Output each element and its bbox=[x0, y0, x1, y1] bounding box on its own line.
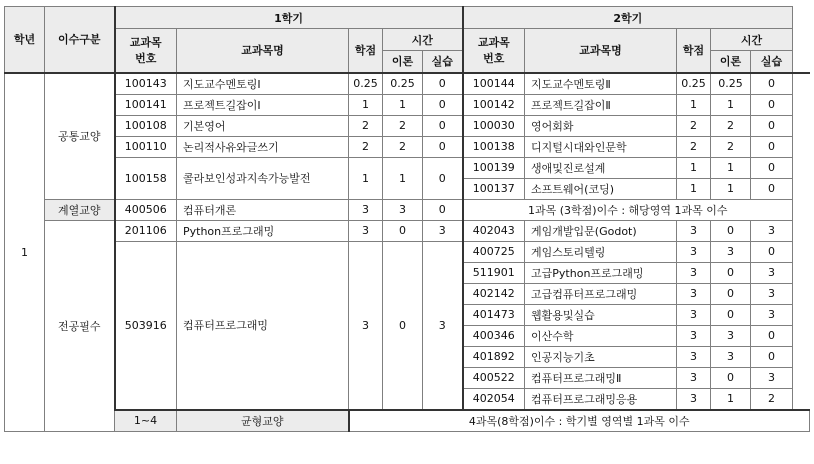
course-credit: 2 bbox=[677, 136, 711, 157]
course-code: 100143 bbox=[115, 73, 177, 95]
course-practice: 0 bbox=[423, 199, 463, 220]
course-code: 402054 bbox=[463, 388, 525, 410]
course-name: 지도교수멘토링Ⅱ bbox=[525, 73, 677, 95]
course-code: 503916 bbox=[115, 241, 177, 410]
course-code: 100110 bbox=[115, 136, 177, 157]
header-credit: 학점 bbox=[349, 29, 383, 73]
course-theory: 1 bbox=[711, 178, 751, 199]
course-practice: 0 bbox=[751, 178, 793, 199]
course-credit: 1 bbox=[349, 94, 383, 115]
course-code: 401892 bbox=[463, 346, 525, 367]
course-theory: 0 bbox=[711, 367, 751, 388]
header-code: 교과목 번호 bbox=[463, 29, 525, 73]
course-theory: 0 bbox=[711, 220, 751, 241]
course-name: 고급컴퓨터프로그래밍 bbox=[525, 283, 677, 304]
course-code: 400506 bbox=[115, 199, 177, 220]
course-theory: 3 bbox=[383, 199, 423, 220]
course-name: Python프로그래밍 bbox=[177, 220, 349, 241]
course-credit: 3 bbox=[677, 346, 711, 367]
course-name: 프로젝트길잡이Ⅱ bbox=[525, 94, 677, 115]
category-common: 공통교양 bbox=[45, 73, 115, 200]
header-practice: 실습 bbox=[751, 51, 793, 73]
header-grade: 학년 bbox=[5, 7, 45, 73]
course-practice: 3 bbox=[751, 304, 793, 325]
course-theory: 2 bbox=[383, 136, 423, 157]
course-credit: 0.25 bbox=[349, 73, 383, 95]
course-theory: 1 bbox=[711, 94, 751, 115]
course-name: 디지털시대와인문학 bbox=[525, 136, 677, 157]
course-name: 프로젝트길잡이Ⅰ bbox=[177, 94, 349, 115]
course-theory: 0 bbox=[711, 304, 751, 325]
course-practice: 0 bbox=[751, 94, 793, 115]
course-name: 컴퓨터프로그래밍응용 bbox=[525, 388, 677, 410]
course-practice: 0 bbox=[751, 241, 793, 262]
course-code: 100141 bbox=[115, 94, 177, 115]
course-theory: 2 bbox=[383, 115, 423, 136]
course-practice: 0 bbox=[751, 73, 793, 95]
header-theory: 이론 bbox=[711, 51, 751, 73]
category-major: 전공필수 bbox=[45, 220, 115, 431]
course-theory: 1 bbox=[711, 157, 751, 178]
course-name: 컴퓨터개론 bbox=[177, 199, 349, 220]
course-practice: 3 bbox=[751, 367, 793, 388]
course-practice: 0 bbox=[751, 346, 793, 367]
course-practice: 0 bbox=[423, 157, 463, 199]
course-name: 컴퓨터프로그래밍 bbox=[177, 241, 349, 410]
course-practice: 0 bbox=[423, 94, 463, 115]
course-theory: 2 bbox=[711, 115, 751, 136]
header-hours: 시간 bbox=[383, 29, 463, 51]
course-practice: 0 bbox=[751, 115, 793, 136]
course-name: 영어회화 bbox=[525, 115, 677, 136]
course-name: 게임개발입문(Godot) bbox=[525, 220, 677, 241]
course-credit: 3 bbox=[677, 367, 711, 388]
balanced-note: 4과목(8학점)이수 : 학기별 영역별 1과목 이수 bbox=[349, 410, 810, 432]
course-practice: 3 bbox=[423, 220, 463, 241]
course-credit: 3 bbox=[677, 325, 711, 346]
course-name: 소프트웨어(코딩) bbox=[525, 178, 677, 199]
header-hours: 시간 bbox=[711, 29, 793, 51]
course-credit: 1 bbox=[677, 178, 711, 199]
course-code: 100108 bbox=[115, 115, 177, 136]
course-code: 401473 bbox=[463, 304, 525, 325]
course-name: 기본영어 bbox=[177, 115, 349, 136]
course-theory: 3 bbox=[711, 346, 751, 367]
header-credit: 학점 bbox=[677, 29, 711, 73]
course-code: 400725 bbox=[463, 241, 525, 262]
course-credit: 3 bbox=[677, 262, 711, 283]
grade-cell: 1 bbox=[5, 73, 45, 432]
course-practice: 0 bbox=[751, 157, 793, 178]
course-credit: 1 bbox=[349, 157, 383, 199]
course-credit: 3 bbox=[677, 220, 711, 241]
curriculum-table bbox=[4, 6, 810, 432]
course-name: 지도교수멘토링Ⅰ bbox=[177, 73, 349, 95]
course-theory: 0 bbox=[383, 241, 423, 410]
category-affiliated: 계열교양 bbox=[45, 199, 115, 220]
course-practice: 3 bbox=[751, 262, 793, 283]
course-theory: 0.25 bbox=[383, 73, 423, 95]
course-name: 생애및진로설계 bbox=[525, 157, 677, 178]
course-theory: 1 bbox=[383, 94, 423, 115]
course-theory: 3 bbox=[711, 325, 751, 346]
course-code: 402043 bbox=[463, 220, 525, 241]
course-credit: 1 bbox=[677, 94, 711, 115]
course-name: 웹활용및실습 bbox=[525, 304, 677, 325]
header-course-name: 교과목명 bbox=[177, 29, 349, 73]
course-practice: 0 bbox=[751, 136, 793, 157]
course-practice: 3 bbox=[751, 283, 793, 304]
footer-grade: 1~4 bbox=[115, 410, 177, 432]
header-semester-2: 2학기 bbox=[463, 7, 793, 29]
course-practice: 2 bbox=[751, 388, 793, 410]
course-name: 인공지능기초 bbox=[525, 346, 677, 367]
course-theory: 0 bbox=[383, 220, 423, 241]
course-credit: 3 bbox=[349, 241, 383, 410]
header-code: 교과목 번호 bbox=[115, 29, 177, 73]
course-name: 콜라보인성과지속가능발전 bbox=[177, 157, 349, 199]
course-credit: 3 bbox=[677, 241, 711, 262]
course-theory: 1 bbox=[711, 388, 751, 410]
course-code: 100137 bbox=[463, 178, 525, 199]
course-credit: 3 bbox=[349, 220, 383, 241]
course-code: 100139 bbox=[463, 157, 525, 178]
course-credit: 3 bbox=[677, 304, 711, 325]
course-practice: 0 bbox=[423, 73, 463, 95]
course-code: 100158 bbox=[115, 157, 177, 199]
course-theory: 0 bbox=[711, 262, 751, 283]
course-code: 402142 bbox=[463, 283, 525, 304]
header-type: 이수구분 bbox=[45, 7, 115, 73]
course-credit: 3 bbox=[349, 199, 383, 220]
course-theory: 0 bbox=[711, 283, 751, 304]
course-credit: 2 bbox=[349, 115, 383, 136]
course-theory: 2 bbox=[711, 136, 751, 157]
course-name: 고급Python프로그래밍 bbox=[525, 262, 677, 283]
course-credit: 3 bbox=[677, 283, 711, 304]
category-balanced: 균형교양 bbox=[177, 410, 349, 432]
course-code: 100142 bbox=[463, 94, 525, 115]
course-practice: 3 bbox=[751, 220, 793, 241]
course-code: 100030 bbox=[463, 115, 525, 136]
course-credit: 1 bbox=[677, 157, 711, 178]
header-theory: 이론 bbox=[383, 51, 423, 73]
course-practice: 0 bbox=[423, 136, 463, 157]
course-practice: 0 bbox=[423, 115, 463, 136]
course-credit: 0.25 bbox=[677, 73, 711, 95]
course-code: 100138 bbox=[463, 136, 525, 157]
course-theory: 0.25 bbox=[711, 73, 751, 95]
header-practice: 실습 bbox=[423, 51, 463, 73]
course-credit: 3 bbox=[677, 388, 711, 410]
affiliated-note: 1과목 (3학점)이수 : 해당영역 1과목 이수 bbox=[463, 199, 793, 220]
course-theory: 3 bbox=[711, 241, 751, 262]
course-practice: 0 bbox=[751, 325, 793, 346]
course-code: 100144 bbox=[463, 73, 525, 95]
course-name: 논리적사유와글쓰기 bbox=[177, 136, 349, 157]
course-code: 201106 bbox=[115, 220, 177, 241]
course-code: 400522 bbox=[463, 367, 525, 388]
course-code: 511901 bbox=[463, 262, 525, 283]
course-credit: 2 bbox=[677, 115, 711, 136]
course-credit: 2 bbox=[349, 136, 383, 157]
course-code: 400346 bbox=[463, 325, 525, 346]
course-theory: 1 bbox=[383, 157, 423, 199]
course-practice: 3 bbox=[423, 241, 463, 410]
header-semester-1: 1학기 bbox=[115, 7, 463, 29]
course-name: 컴퓨터프로그래밍Ⅱ bbox=[525, 367, 677, 388]
header-course-name: 교과목명 bbox=[525, 29, 677, 73]
course-name: 게임스토리텔링 bbox=[525, 241, 677, 262]
course-name: 이산수학 bbox=[525, 325, 677, 346]
